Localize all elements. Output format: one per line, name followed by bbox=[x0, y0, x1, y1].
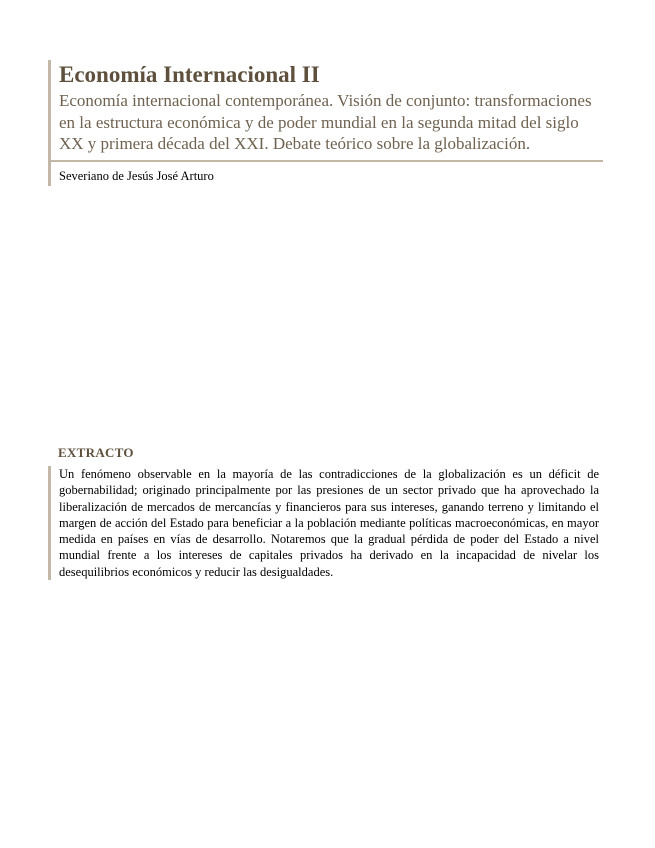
title-area bbox=[51, 60, 603, 162]
document-subtitle: Economía internacional contemporánea. Visión de conjunto: transformaciones en la estructura económica y de poder mundial en la segunda mitad del siglo XX y primera década del XXI. Debate teórico sobre la globalización. bbox=[59, 91, 592, 153]
abstract-body: Un fenómeno observable en la mayoría de las contradicciones de la globalización es un déficit de gobernabilidad; originado principalmente por las presiones de un sector privado que ha aprovechado la liberalización de mercados de mercancías y financieros para sus intereses, ganando terreno y limitando el margen de acción del Estado para beneficiar a la población mediante políticas macroeconómicas, en mayor medida en países en vías de desarrollo. Notaremos que la gradual pérdida de poder del Estado a nivel mundial frente a los intereses de capitales privados ha derivado en la incapacidad de nivelar los desequilibrios económicos y reducir las desigualdades. bbox=[48, 466, 599, 580]
document-title: Economía Internacional II bbox=[59, 62, 320, 87]
document-header bbox=[48, 60, 603, 186]
abstract-heading: EXTRACTO bbox=[58, 445, 134, 460]
author-name: Severiano de Jesús José Arturo bbox=[59, 168, 214, 183]
